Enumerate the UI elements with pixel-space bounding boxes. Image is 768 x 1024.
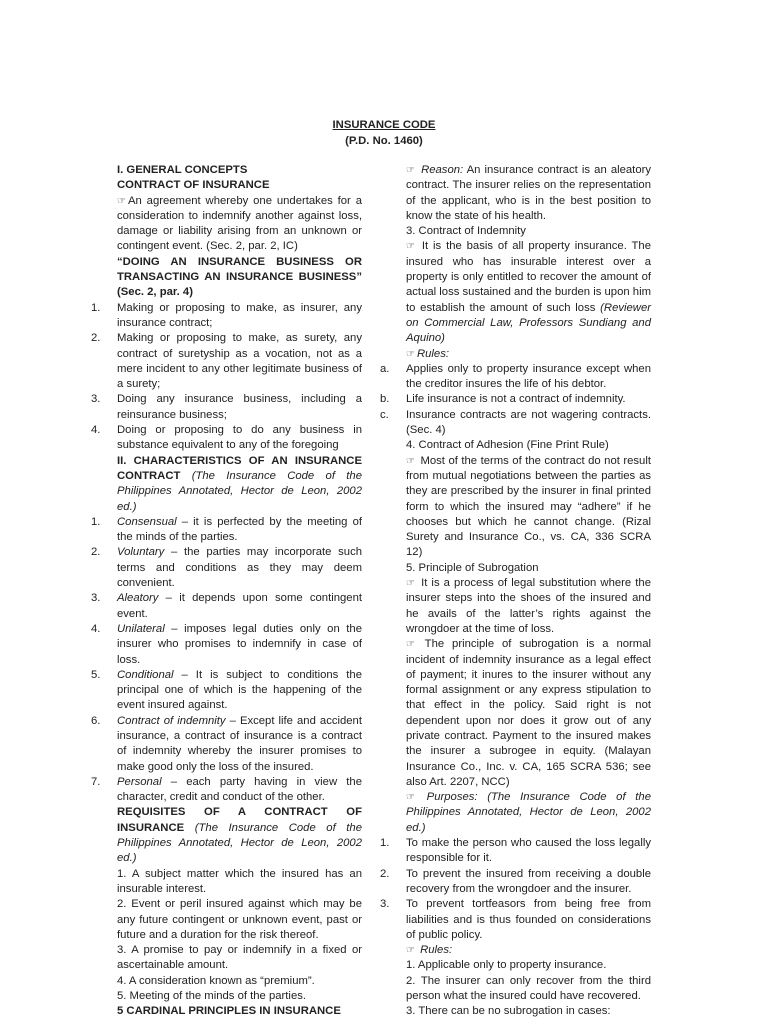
list-item — [91, 545, 362, 591]
subheading: ☞ Rules: — [406, 943, 651, 958]
paragraph: ☞ It is a process of legal substitution where the insurer steps into the shoes of the insured and he avails of the latter’s rights against the wrongdoer at the time of loss. — [406, 577, 651, 635]
list-item-number: 1. — [380, 837, 390, 850]
rules2-list — [406, 958, 651, 1019]
paragraph: ☞ An agreement whereby one undertakes for a consideration to indemnify another against loss, damage or liability arising from an unknown or contingent event. (Sec. 2, par. 2, IC) — [117, 194, 362, 253]
section-heading: CONTRACT OF INSURANCE — [117, 179, 270, 192]
list-item-number: 1. — [91, 301, 101, 314]
list-item-number: 7. — [91, 775, 101, 788]
list-item-text: To prevent the insured from receiving a double recovery from the wrongdoer and the insurer. — [406, 867, 651, 895]
subheading: ☞ Rules: — [406, 347, 651, 362]
list-item: 5. Meeting of the minds of the parties. — [117, 990, 307, 1003]
paragraph: ☞ It is the basis of all property insurance. The insured who has insurable interest over a property is only entitled to recover the amount of actual loss sustained and the burden is upon him to establish the amount of such loss (Reviewer on Commercial Law, Professors Sundiang and Aquino) — [406, 240, 652, 345]
list-item — [91, 515, 362, 546]
list-item-number: 5. — [91, 668, 101, 681]
list-item — [91, 714, 362, 775]
left-column — [91, 163, 363, 1020]
list-item-number: 6. — [91, 714, 101, 727]
list-item — [91, 591, 362, 622]
list-item-term: Voluntary — [117, 546, 165, 559]
list-item — [91, 423, 362, 454]
pointing-hand-icon: ☞ — [406, 165, 415, 176]
section-heading: I. GENERAL CONCEPTS — [117, 164, 248, 176]
list-item: 1. Applicable only to property insurance. — [406, 959, 607, 972]
subheading: 5. Principle of Subrogation — [406, 561, 539, 574]
list-item-number: 3. — [380, 898, 390, 911]
list-item-text: Life insurance is not a contract of indemnity. — [406, 393, 626, 406]
pointing-hand-icon: ☞ — [406, 455, 415, 467]
pointing-hand-icon: ☞ — [406, 241, 415, 253]
list-item: 2. Event or peril insured against which may be any future contingent or unknown event, past or future and a duration for the risk thereof. — [117, 898, 362, 941]
list-item-text: Making or proposing to make, as insurer, any insurance contract; — [117, 301, 362, 329]
section-heading: 5 CARDINAL PRINCIPLES IN INSURANCE — [117, 1005, 341, 1018]
list-item — [91, 622, 362, 668]
characteristics-list — [91, 515, 362, 806]
paragraph: ☞ The principle of subrogation is a normal incident of indemnity insurance as a legal effect of payment; it inures to the insurer without any formal assignment or any express stipulation to that effect in the policy. Said right is not dependent upon nor does it grow out of any private contract. Payment to the insured makes the insurer a subrogee in equity. (Malayan Insurance Co., Inc. v. CA, 165 SCRA 536; see also Art. 2207, NCC) — [406, 638, 651, 788]
list-item-number: 4. — [91, 424, 101, 437]
list-item-number: 3. — [91, 592, 101, 605]
list-item-text: – it depends upon some contingent event. — [117, 592, 362, 620]
list-item: 3. A promise to pay or indemnify in a fixed or ascertainable amount. — [117, 944, 362, 972]
pointing-hand-icon: ☞ — [406, 945, 415, 957]
list-item — [380, 836, 651, 867]
pointing-hand-icon: ☞ — [406, 578, 415, 590]
list-item-text: – the parties may incorporate such terms and conditions as they may deem convenient. — [117, 546, 362, 590]
document-title: INSURANCE CODE — [332, 119, 436, 131]
paragraph: ☞ Purposes: (The Insurance Code of the Philippines Annotated, Hector de Leon, 2002 ed.) — [406, 791, 651, 834]
list-item — [91, 331, 362, 392]
list-item-text: Doing any insurance business, including a reinsurance business; — [117, 393, 362, 421]
list-item-number: 2. — [380, 867, 390, 880]
pointing-hand-icon: ☞ — [117, 195, 126, 207]
requisites-list — [117, 867, 362, 1005]
list-item-text: – imposes legal duties only on the insurer who promises to indemnify in case of loss. — [117, 622, 362, 666]
list-item-term: Consensual — [117, 515, 177, 528]
pointing-hand-icon: ☞ — [406, 348, 415, 360]
list-item-number: 2. — [91, 546, 101, 559]
right-column — [380, 163, 652, 1020]
subheading: 4. Contract of Adhesion (Fine Print Rule) — [406, 439, 609, 452]
list-item-text: – each party having in view the character, credit and conduct of the other. — [117, 775, 362, 804]
list-item-term: Unilateral — [117, 622, 165, 635]
list-item: 1. A subject matter which the insured has an insurable interest. — [117, 867, 362, 895]
list-item-text: – It is subject to conditions the principal one of which is the happening of the event insured against. — [117, 668, 362, 712]
list-item — [380, 362, 651, 393]
list-item-text: Doing or proposing to do any business in substance equivalent to any of the foregoing — [117, 424, 362, 452]
paragraph: ☞ Most of the terms of the contract do not result from mutual negotiations between the parties as they are prescribed by the insurer in final printed form to which the insured may “adhere” if he chooses but which he cannot change. (Rizal Surety and Insurance Co., vs. CA, 336 SCRA 12) — [406, 454, 651, 559]
list-item-text: To prevent tortfeasors from being free from liabilities and is thus founded on considerations of public policy. — [406, 898, 651, 941]
list-item — [91, 775, 362, 806]
list-item-number: 4. — [91, 622, 101, 635]
list-item-text: Making or proposing to make, as surety, any contract of suretyship as a vocation, not as a mere incident to any other legitimate business of a surety; — [117, 332, 362, 391]
list-item — [91, 668, 362, 714]
list-item-number: a. — [380, 362, 390, 375]
purposes-list — [380, 836, 651, 943]
list-item: 4. A consideration known as “premium”. — [117, 974, 315, 987]
section-heading: II. CHARACTERISTICS OF AN INSURANCE CONTRACT (The Insurance Code of the Philippines Annotated, Hector de Leon, 2002 ed.) — [117, 454, 362, 513]
list-item-text: To make the person who caused the loss legally responsible for it. — [406, 837, 651, 865]
pointing-hand-icon: ☞ — [406, 792, 415, 804]
list-item-term: Contract of indemnity — [117, 714, 226, 727]
pointing-hand-icon: ☞ — [406, 639, 415, 651]
paragraph: ☞ Reason: An insurance contract is an aleatory contract. The insurer relies on the representation of the applicant, who is in the best position to know the state of his health. — [406, 164, 652, 222]
list-item — [91, 392, 362, 423]
list-item — [380, 392, 651, 407]
list-item-text: Applies only to property insurance except when the creditor insures the life of his debtor. — [406, 362, 651, 391]
list-item-term: Aleatory — [117, 592, 159, 605]
rules-list — [380, 362, 651, 438]
list-item-number: b. — [380, 393, 390, 406]
list-item-number: 1. — [91, 515, 101, 528]
section-heading: “DOING AN INSURANCE BUSINESS OR TRANSACTING AN INSURANCE BUSINESS” (Sec. 2, par. 4) — [117, 255, 362, 299]
list-item-text: – Except life and accident insurance, a contract of insurance is a contract of indemnity whereby the insurer promises to make good only the loss of the insured. — [117, 714, 362, 773]
list-item-text: – it is perfected by the meeting of the minds of the parties. — [117, 515, 362, 544]
list-item-number: c. — [380, 408, 389, 421]
list-item-text: Insurance contracts are not wagering contracts. (Sec. 4) — [406, 408, 651, 437]
business-list — [91, 301, 362, 454]
list-item — [380, 897, 651, 943]
section-heading: REQUISITES OF A CONTRACT OF INSURANCE (The Insurance Code of the Philippines Annotated, Hector de Leon, 2002 ed.) — [117, 806, 363, 865]
subheading: 3. Contract of Indemnity — [406, 225, 526, 238]
list-item: 2. The insurer can only recover from the third person what the insured could have recovered. — [406, 974, 651, 1003]
list-item — [380, 867, 651, 898]
list-item — [380, 408, 651, 439]
list-item — [91, 301, 362, 332]
list-item-number: 2. — [91, 332, 101, 345]
list-item-term: Personal — [117, 775, 162, 788]
list-item: 3. There can be no subrogation in cases: — [406, 1005, 611, 1018]
list-item-term: Conditional — [117, 668, 174, 681]
list-item-number: 3. — [91, 393, 101, 406]
document-subtitle: (P.D. No. 1460) — [345, 135, 423, 147]
document-header — [0, 117, 768, 149]
